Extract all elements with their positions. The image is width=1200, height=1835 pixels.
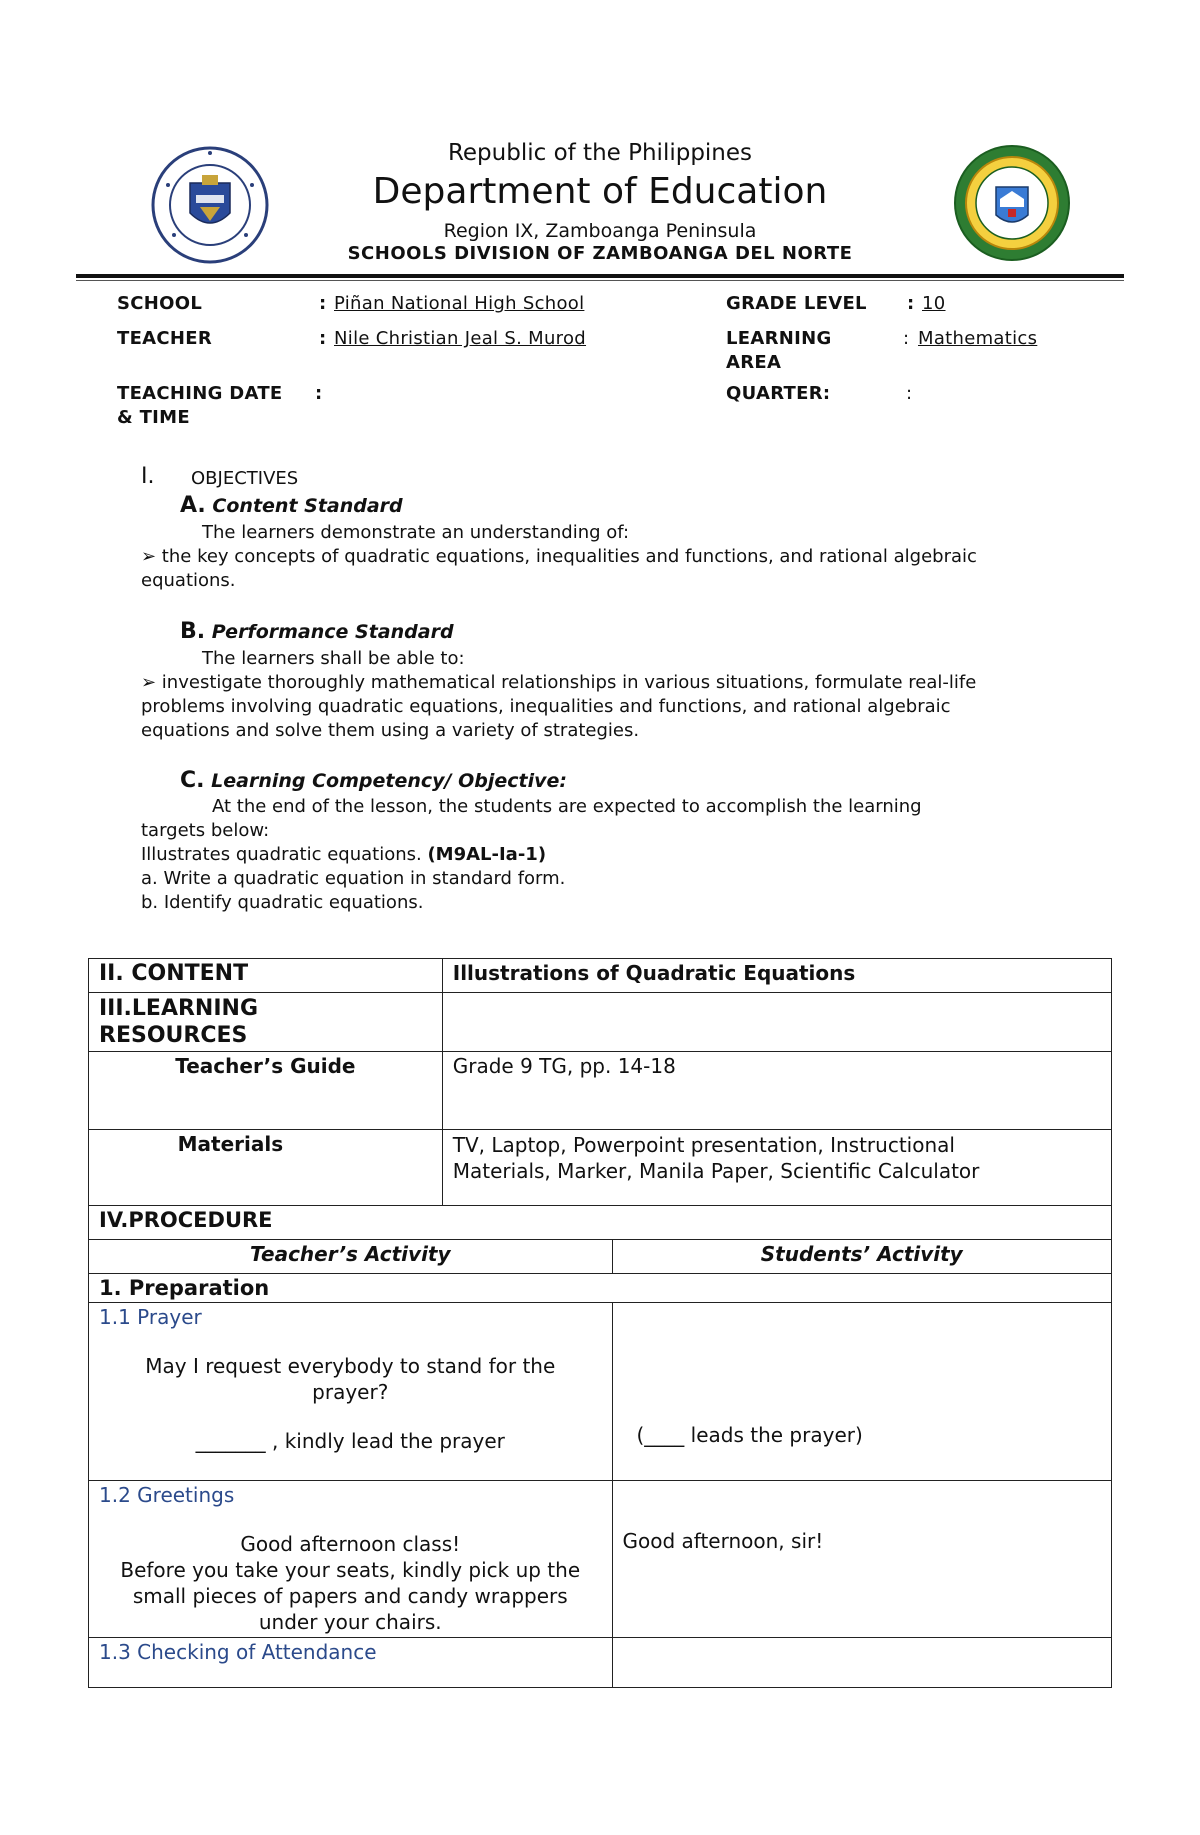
performance-standard-intro: The learners shall be able to: bbox=[202, 648, 465, 669]
greetings-text-1: Good afternoon class! bbox=[240, 1532, 461, 1556]
materials-value-2: Materials, Marker, Manila Paper, Scientific Calculator bbox=[452, 1159, 980, 1183]
learning-resources-label-2: RESOURCES bbox=[99, 1023, 248, 1048]
greetings-title: 1.2 Greetings bbox=[99, 1483, 235, 1507]
grade-level-label: GRADE LEVEL bbox=[726, 293, 867, 314]
prayer-text-2: prayer? bbox=[312, 1380, 389, 1404]
performance-standard-letter: B. bbox=[180, 619, 206, 644]
quarter-colon: : bbox=[906, 383, 913, 404]
greetings-text bbox=[99, 1531, 602, 1635]
content-standard-title: Content Standard bbox=[212, 495, 403, 517]
learning-competency-intro-1: At the end of the lesson, the students are expected to accomplish the learning bbox=[212, 796, 922, 817]
teachers-guide-value: Grade 9 TG, pp. 14-18 bbox=[442, 1052, 1111, 1130]
content-standard-item-2: equations. bbox=[141, 570, 236, 591]
learning-competency-title: Learning Competency/ Objective: bbox=[211, 770, 567, 792]
greetings-teacher-cell bbox=[89, 1481, 613, 1638]
division-heading: SCHOOLS DIVISION OF ZAMBOANGA DEL NORTE bbox=[347, 243, 853, 264]
teacher-colon: : bbox=[319, 328, 327, 349]
preparation-label: 1. Preparation bbox=[89, 1274, 1112, 1303]
school-colon: : bbox=[319, 293, 327, 314]
learning-competency-line-3: b. Identify quadratic equations. bbox=[141, 892, 424, 913]
table-row bbox=[89, 1303, 1112, 1481]
content-standard-letter: A. bbox=[180, 493, 206, 518]
attendance-teacher-cell bbox=[89, 1638, 613, 1688]
region-heading: Region IX, Zamboanga Peninsula bbox=[443, 220, 757, 242]
table-row bbox=[89, 1206, 1112, 1240]
table-row bbox=[89, 1638, 1112, 1688]
table-row bbox=[89, 1481, 1112, 1638]
objectives-numeral: I. bbox=[141, 464, 155, 489]
prayer-text-3: _______ , kindly lead the prayer bbox=[195, 1429, 505, 1453]
table-row bbox=[89, 959, 1112, 993]
prayer-student-text: (____ leads the prayer) bbox=[636, 1423, 863, 1447]
attendance-student-cell bbox=[612, 1638, 1112, 1688]
teaching-time-label: & TIME bbox=[117, 407, 190, 428]
teaching-date-colon: : bbox=[315, 383, 323, 404]
greetings-text-3: small pieces of papers and candy wrappers bbox=[132, 1584, 568, 1608]
objectives-title: OBJECTIVES bbox=[191, 468, 299, 489]
prayer-teacher-cell bbox=[89, 1303, 613, 1481]
competency-code: (M9AL-Ia-1) bbox=[427, 844, 547, 865]
performance-standard-item-3: equations and solve them using a variety of strategies. bbox=[141, 720, 640, 741]
lesson-plan-table bbox=[88, 958, 1112, 1688]
materials-label: Materials bbox=[89, 1130, 443, 1206]
learning-area-label: LEARNING bbox=[726, 328, 832, 349]
competency-text: Illustrates quadratic equations. bbox=[141, 844, 428, 865]
materials-value bbox=[442, 1130, 1111, 1206]
students-activity-header: Students’ Activity bbox=[612, 1240, 1112, 1274]
learning-competency-letter: C. bbox=[180, 768, 205, 793]
greetings-text-4: under your chairs. bbox=[258, 1610, 442, 1634]
learning-competency-heading bbox=[180, 769, 567, 793]
greetings-student-cell bbox=[612, 1481, 1112, 1638]
prayer-title: 1.1 Prayer bbox=[99, 1305, 202, 1329]
grade-level-value: 10 bbox=[922, 293, 946, 314]
header-rule-thin bbox=[76, 280, 1124, 281]
learning-area-colon: : bbox=[903, 328, 910, 349]
learning-resources-value bbox=[442, 993, 1111, 1052]
school-label: SCHOOL bbox=[117, 293, 203, 314]
table-row bbox=[89, 1052, 1112, 1130]
greetings-text-2: Before you take your seats, kindly pick up the bbox=[120, 1558, 581, 1582]
teachers-activity-header: Teacher’s Activity bbox=[89, 1240, 613, 1274]
attendance-title: 1.3 Checking of Attendance bbox=[99, 1640, 377, 1664]
table-row bbox=[89, 1240, 1112, 1274]
performance-standard-item-2: problems involving quadratic equations, inequalities and functions, and rational algebraic bbox=[141, 696, 951, 717]
teacher-label: TEACHER bbox=[117, 328, 213, 349]
content-standard-heading bbox=[180, 494, 403, 518]
teachers-guide-label: Teacher’s Guide bbox=[89, 1052, 443, 1130]
teaching-date-label: TEACHING DATE bbox=[117, 383, 283, 404]
school-value: Piñan National High School bbox=[334, 293, 585, 314]
greetings-student-text: Good afternoon, sir! bbox=[622, 1529, 824, 1553]
table-row bbox=[89, 1130, 1112, 1206]
header-rule bbox=[76, 274, 1124, 278]
performance-standard-heading bbox=[180, 620, 454, 644]
quarter-label: QUARTER: bbox=[726, 383, 831, 404]
learning-competency-intro-2: targets below: bbox=[141, 820, 270, 841]
performance-standard-title: Performance Standard bbox=[211, 621, 454, 643]
prayer-student-cell bbox=[612, 1303, 1112, 1481]
learning-resources-label-1: III.LEARNING bbox=[99, 996, 258, 1021]
prayer-text bbox=[99, 1353, 602, 1405]
table-row bbox=[89, 1274, 1112, 1303]
content-label: II. CONTENT bbox=[89, 959, 443, 993]
content-standard-item-1: ➢ the key concepts of quadratic equations, inequalities and functions, and rational algebraic bbox=[141, 546, 977, 567]
learning-area-value: Mathematics bbox=[918, 328, 1038, 349]
materials-value-1: TV, Laptop, Powerpoint presentation, Instructional bbox=[452, 1133, 955, 1157]
department-heading: Department of Education bbox=[372, 171, 828, 212]
table-row bbox=[89, 993, 1112, 1052]
content-standard-intro: The learners demonstrate an understanding of: bbox=[202, 522, 630, 543]
republic-heading: Republic of the Philippines bbox=[447, 140, 753, 166]
teacher-value: Nile Christian Jeal S. Murod bbox=[334, 328, 587, 349]
learning-competency-line-2: a. Write a quadratic equation in standard form. bbox=[141, 868, 566, 889]
content-value: Illustrations of Quadratic Equations bbox=[442, 959, 1111, 993]
procedure-label: IV.PROCEDURE bbox=[89, 1206, 1112, 1240]
learning-resources-label bbox=[89, 993, 443, 1052]
prayer-text-1: May I request everybody to stand for the bbox=[145, 1354, 556, 1378]
learning-competency-line-1 bbox=[141, 843, 546, 867]
grade-level-colon: : bbox=[907, 293, 915, 314]
performance-standard-item-1: ➢ investigate thoroughly mathematical relationships in various situations, formulate real-life bbox=[141, 672, 977, 693]
learning-area-label-2: AREA bbox=[726, 352, 782, 373]
